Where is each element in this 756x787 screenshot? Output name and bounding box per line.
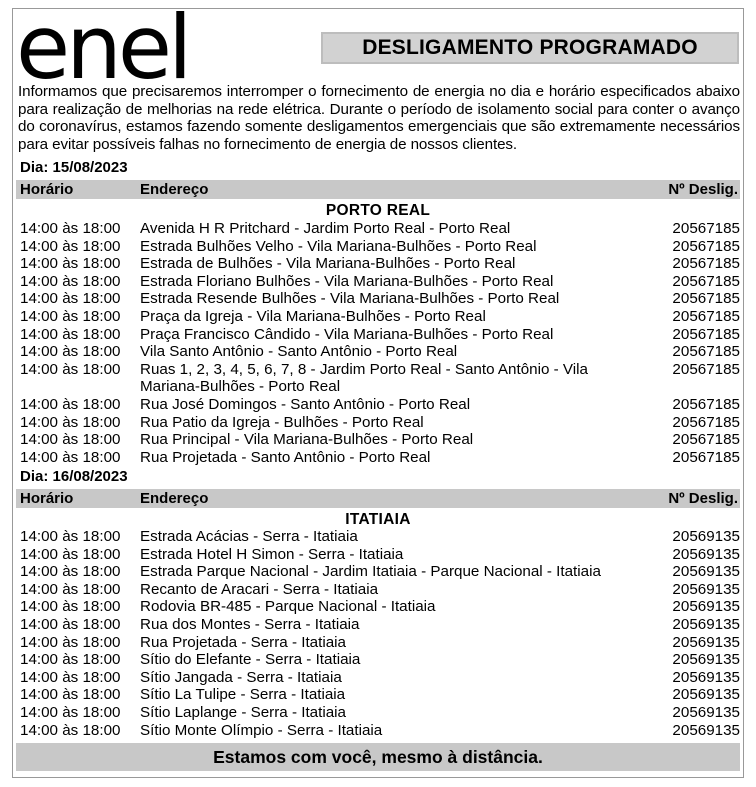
table-row [20, 563, 740, 581]
row-address: Avenida H R Pritchard - Jardim Porto Real - Porto Real [140, 220, 511, 237]
row-id: 20567185 [672, 220, 740, 237]
row-address: Vila Santo Antônio - Santo Antônio - Porto Real [140, 343, 458, 361]
row-address: Praça Francisco Cândido - Vila Mariana-Bulhões - Porto Real [140, 325, 554, 343]
row-id: 20569135 [672, 651, 740, 669]
row-id: 20569135 [672, 703, 740, 721]
row-address: Sítio Monte Olímpio - Serra - Itatiaia [140, 721, 383, 739]
row-address: Estrada Floriano Bulhões - Vila Mariana-Bulhões - Porto Real [140, 272, 554, 290]
row-address: Rua Projetada - Serra - Itatiaia [140, 633, 346, 651]
column-header-time: Horário [20, 181, 74, 198]
row-address: Estrada Bulhões Velho - Vila Mariana-Bulhões - Porto Real [140, 237, 537, 255]
table-row [20, 431, 740, 449]
row-address: Rua Patio da Igreja - Bulhões - Porto Real [140, 413, 424, 431]
table-header [16, 180, 740, 199]
row-address: Rua José Domingos - Santo Antônio - Porto Real [140, 395, 471, 413]
row-id: 20567185 [672, 431, 740, 449]
table-row [20, 634, 740, 652]
row-address: Estrada Resende Bulhões - Vila Mariana-Bulhões - Porto Real [140, 290, 560, 308]
intro-text: Informamos que precisaremos interromper o fornecimento de energia no dia e horário especificados abaixo para realização de melhorias na rede elétrica. Durante o período de isolamento social para conter o avanço do coronavírus, estamos fazendo somente desligamentos emergenciais que são extremamente necessários para evitar possíveis falhas no fornecimento de energia de nossos clientes. [18, 83, 740, 153]
table-row [20, 581, 740, 599]
table-row [20, 273, 740, 291]
svg-text:enel: enel [16, 8, 189, 88]
row-address: Rua Principal - Vila Mariana-Bulhões - Porto Real [140, 431, 474, 449]
row-id: 20569135 [672, 598, 740, 616]
row-time: 14:00 às 18:00 [20, 545, 121, 563]
row-id: 20569135 [672, 545, 740, 563]
column-header-address: Endereço [140, 181, 209, 198]
row-address: Sítio Laplange - Serra - Itatiaia [140, 703, 346, 721]
footer-banner: Estamos com você, mesmo à distância. [16, 743, 740, 771]
table-row [20, 290, 740, 308]
row-id: 20567185 [672, 343, 740, 361]
row-time: 14:00 às 18:00 [20, 651, 121, 669]
row-time: 14:00 às 18:00 [20, 220, 121, 237]
row-id: 20567185 [672, 237, 740, 255]
row-time: 14:00 às 18:00 [20, 431, 121, 449]
city-heading: ITATIAIA [345, 511, 411, 528]
row-address: Estrada de Bulhões - Vila Mariana-Bulhões - Porto Real [140, 255, 516, 273]
table-row [20, 704, 740, 722]
table-row [20, 722, 740, 740]
row-address: Ruas 1, 2, 3, 4, 5, 6, 7, 8 - Jardim Porto Real - Santo Antônio - Vila Mariana-Bulhões - Porto Real [140, 360, 588, 396]
day-label: Dia: 15/08/2023 [20, 159, 128, 176]
table-header [16, 489, 740, 508]
row-address: Recanto de Aracari - Serra - Itatiaia [140, 580, 379, 598]
row-id: 20569135 [672, 686, 740, 704]
row-time: 14:00 às 18:00 [20, 255, 121, 273]
row-time: 14:00 às 18:00 [20, 563, 121, 581]
row-id: 20569135 [672, 528, 740, 545]
row-time: 14:00 às 18:00 [20, 668, 121, 686]
table-row [20, 308, 740, 326]
row-time: 14:00 às 18:00 [20, 395, 121, 413]
column-header-id: Nº Deslig. [668, 490, 738, 507]
schedule-list [20, 220, 740, 466]
row-id: 20567185 [672, 395, 740, 413]
enel-logo [14, 8, 219, 88]
row-id: 20569135 [672, 615, 740, 633]
row-id: 20567185 [672, 360, 740, 378]
row-time: 14:00 às 18:00 [20, 686, 121, 704]
row-time: 14:00 às 18:00 [20, 307, 121, 325]
column-header-address: Endereço [140, 490, 209, 507]
row-time: 14:00 às 18:00 [20, 721, 121, 739]
table-row [20, 546, 740, 564]
row-time: 14:00 às 18:00 [20, 580, 121, 598]
table-row [20, 528, 740, 546]
table-row [20, 396, 740, 414]
table-row [20, 598, 740, 616]
column-header-id: Nº Deslig. [668, 181, 738, 198]
column-header-time: Horário [20, 490, 74, 507]
table-row [20, 220, 740, 238]
row-id: 20567185 [672, 307, 740, 325]
row-time: 14:00 às 18:00 [20, 360, 121, 378]
row-id: 20567185 [672, 448, 740, 466]
table-row [20, 616, 740, 634]
row-time: 14:00 às 18:00 [20, 528, 121, 545]
row-address: Praça da Igreja - Vila Mariana-Bulhões - Porto Real [140, 307, 486, 325]
row-address: Estrada Parque Nacional - Jardim Itatiaia - Parque Nacional - Itatiaia [140, 563, 601, 581]
row-time: 14:00 às 18:00 [20, 615, 121, 633]
table-row [20, 326, 740, 344]
page-title: DESLIGAMENTO PROGRAMADO [321, 32, 739, 64]
row-time: 14:00 às 18:00 [20, 633, 121, 651]
row-address: Rua Projetada - Santo Antônio - Porto Real [140, 448, 431, 466]
table-row [20, 686, 740, 704]
schedule-list [20, 528, 740, 739]
row-id: 20567185 [672, 325, 740, 343]
row-address: Rodovia BR-485 - Parque Nacional - Itatiaia [140, 598, 436, 616]
row-address: Estrada Hotel H Simon - Serra - Itatiaia [140, 545, 404, 563]
row-id: 20567185 [672, 255, 740, 273]
row-address: Sítio do Elefante - Serra - Itatiaia [140, 651, 361, 669]
row-time: 14:00 às 18:00 [20, 237, 121, 255]
row-address: Sítio Jangada - Serra - Itatiaia [140, 668, 342, 686]
row-time: 14:00 às 18:00 [20, 413, 121, 431]
table-row [20, 669, 740, 687]
row-id: 20569135 [672, 721, 740, 739]
row-id: 20569135 [672, 633, 740, 651]
table-row [20, 238, 740, 256]
row-time: 14:00 às 18:00 [20, 448, 121, 466]
row-id: 20569135 [672, 563, 740, 581]
row-id: 20567185 [672, 272, 740, 290]
row-id: 20569135 [672, 668, 740, 686]
row-time: 14:00 às 18:00 [20, 272, 121, 290]
row-address: Sítio La Tulipe - Serra - Itatiaia [140, 686, 346, 704]
row-time: 14:00 às 18:00 [20, 290, 121, 308]
row-id: 20567185 [672, 290, 740, 308]
row-time: 14:00 às 18:00 [20, 703, 121, 721]
row-time: 14:00 às 18:00 [20, 325, 121, 343]
city-heading: PORTO REAL [325, 202, 431, 219]
row-time: 14:00 às 18:00 [20, 343, 121, 361]
row-id: 20567185 [672, 413, 740, 431]
table-row [20, 414, 740, 432]
table-row [20, 449, 740, 467]
row-address: Rua dos Montes - Serra - Itatiaia [140, 615, 360, 633]
table-row [20, 343, 740, 361]
table-row [20, 361, 740, 396]
day-label: Dia: 16/08/2023 [20, 468, 128, 485]
row-id: 20569135 [672, 580, 740, 598]
table-row [20, 255, 740, 273]
row-time: 14:00 às 18:00 [20, 598, 121, 616]
row-address: Estrada Acácias - Serra - Itatiaia [140, 528, 358, 545]
table-row [20, 651, 740, 669]
